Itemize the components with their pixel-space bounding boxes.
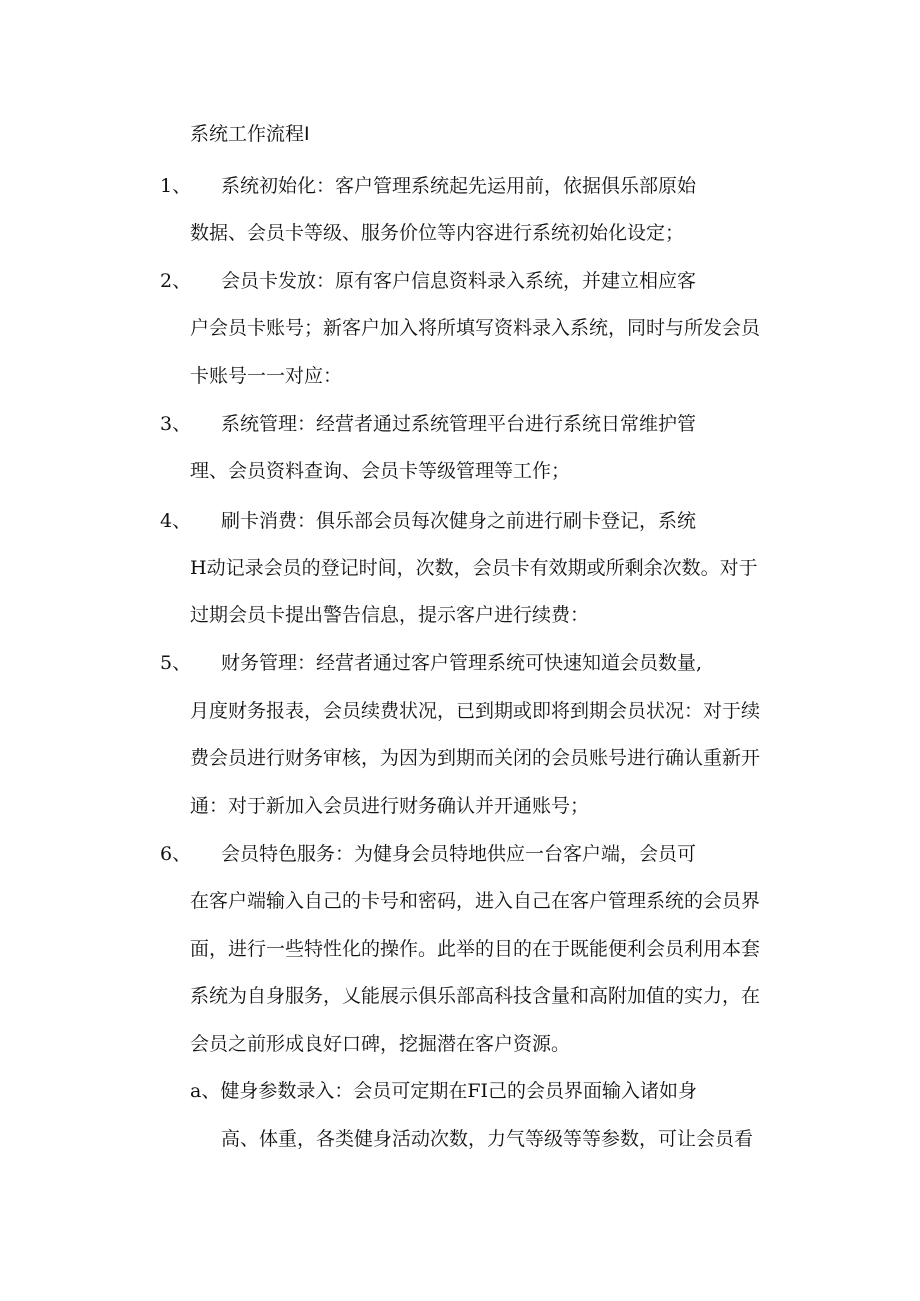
item-3-line-1: 系统管理：经营者通过系统管理平台进行系统日常维护管 (221, 413, 697, 435)
subitem-a-line-1: a、健身参数录入：会员可定期在FI己的会员界面输入诸如身 (190, 1080, 698, 1102)
item-1-line-1: 系统初始化：客户管理系统起先运用前，依据俱乐部原始 (221, 175, 697, 197)
item-4-line-2: H动记录会员的登记时间，次数，会员卡有效期或所剩余次数。对于 (190, 557, 758, 579)
item-number-5: 5、 (160, 652, 192, 674)
item-2-line-2: 户会员卡账号；新客户加入将所填写资料录入系统，同时与所发会员 (190, 317, 761, 339)
item-6-line-1: 会员特色服务：为健身会员特地供应一台客户端，会员可 (221, 843, 697, 865)
item-3-line-2: 理、会员资料查询、会员卡等级管理等工作； (190, 460, 571, 482)
page-title: 系统工作流程I (190, 123, 310, 145)
item-number-3: 3、 (160, 413, 192, 435)
item-2-line-1: 会员卡发放：原有客户信息资料录入系统，并建立相应客 (221, 270, 697, 292)
item-4-line-1: 刷卡消费：俱乐部会员每次健身之前进行刷卡登记，系统 (221, 510, 697, 532)
item-number-6: 6、 (160, 843, 192, 865)
item-number-4: 4、 (160, 510, 192, 532)
subitem-a-line-2: 高、体重，各类健身活动次数，力气等级等等参数，可让会员看 (221, 1128, 754, 1150)
item-1-line-2: 数据、会员卡等级、服务价位等内容进行系统初始化设定； (190, 222, 685, 244)
item-5-line-2: 月度财务报表，会员续费状况，已到期或即将到期会员状况：对于续 (190, 700, 761, 722)
item-5-line-1: 财务管理：经营者通过客户管理系统可快速知道会员数量, (221, 652, 703, 674)
item-5-line-3: 费会员进行财务审核，为因为到期而关闭的会员账号进行确认重新开 (190, 747, 761, 769)
item-4-line-3: 过期会员卡提出警告信息，提示客户进行续费： (190, 604, 590, 626)
item-6-line-4: 系统为自身服务，乂能展示俱乐部高科技含量和高附加值的实力，在 (190, 985, 761, 1007)
item-6-line-2: 在客户端输入自己的卡号和密码，进入自己在客户管理系统的会员界 (190, 890, 761, 912)
item-6-line-5: 会员之前形成良好口碑，挖掘潜在客户资源。 (190, 1033, 571, 1055)
item-5-line-4: 通：对于新加入会员进行财务确认并开通账号； (190, 795, 590, 817)
item-2-line-3: 卡账号一一对应： (190, 365, 343, 387)
item-number-2: 2、 (160, 270, 192, 292)
item-number-1: 1、 (160, 175, 192, 197)
item-6-line-3: 面，进行一些特性化的操作。此举的目的在于既能便利会员利用本套 (190, 938, 761, 960)
